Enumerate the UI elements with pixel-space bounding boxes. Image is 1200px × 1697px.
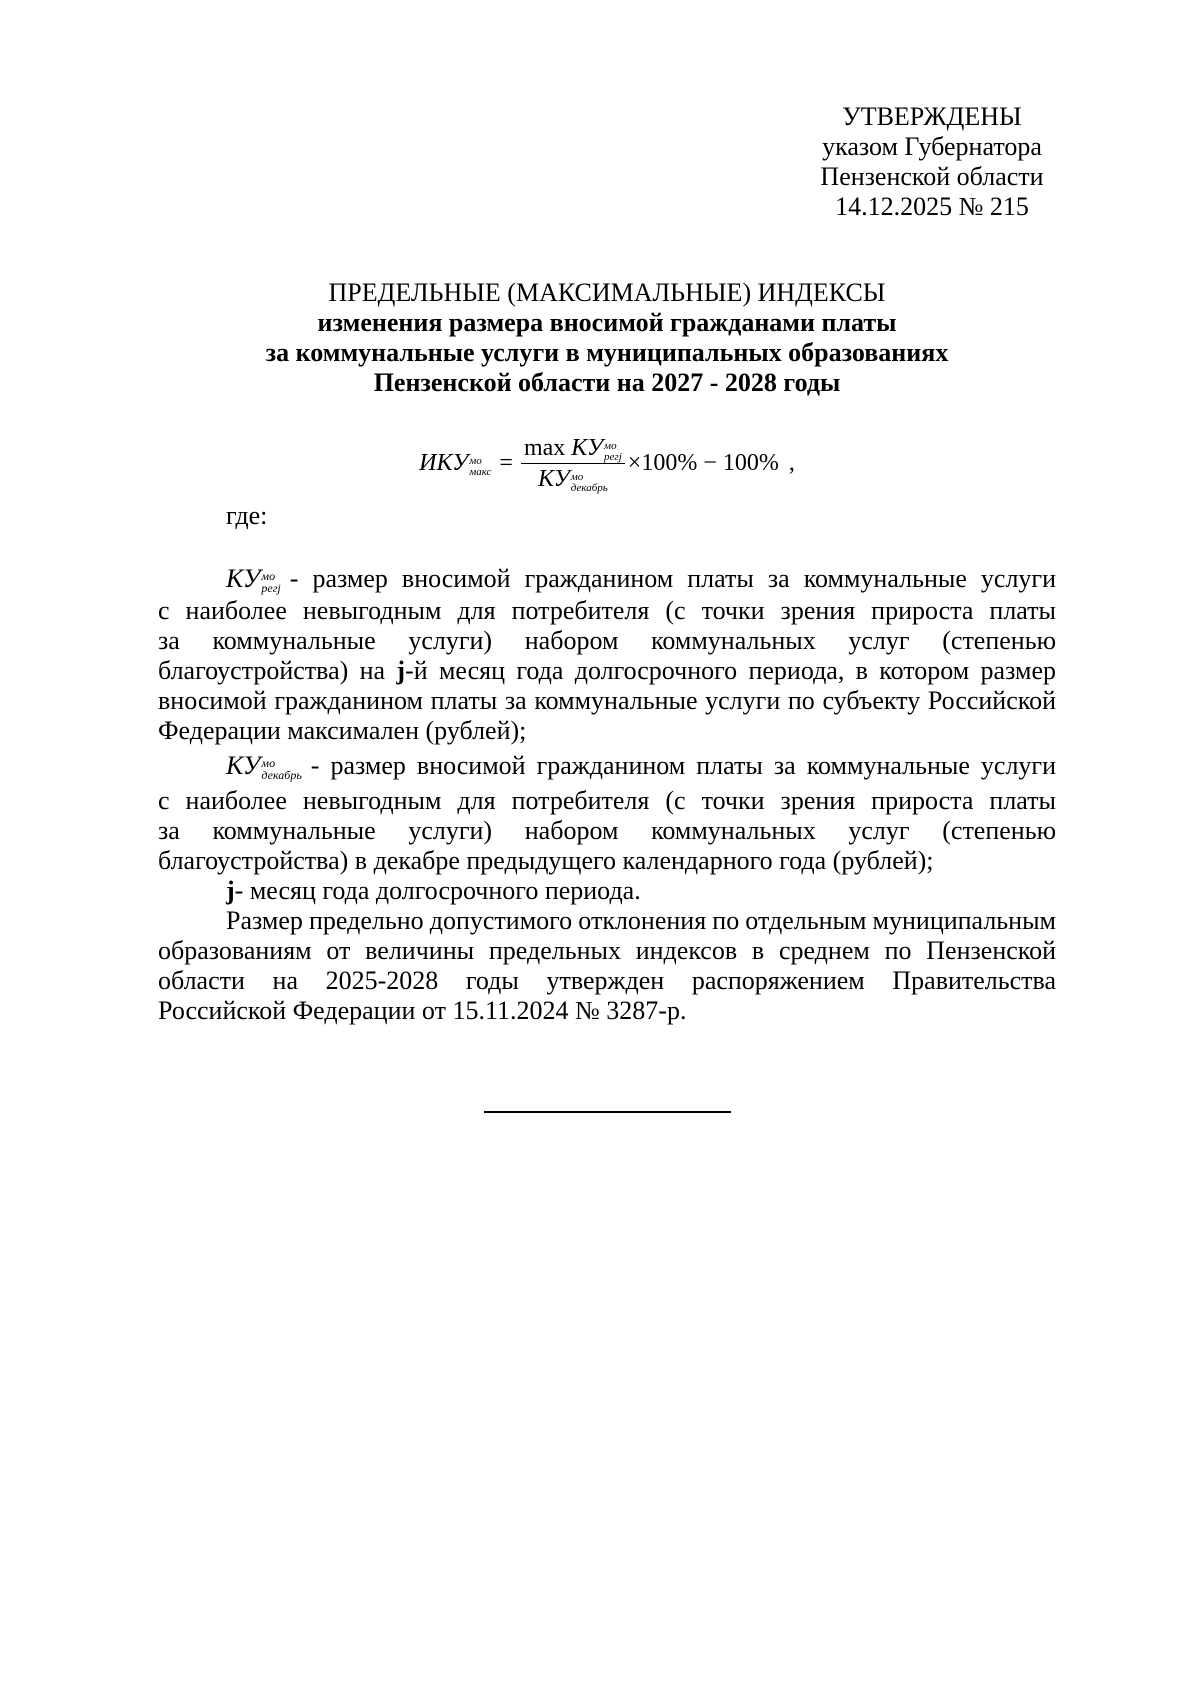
note-line-4: Российской Федерации от 15.11.2024 № 3287-р. [158,996,687,1025]
formula-numerator-subscript: регj [604,450,622,463]
formula-lhs-base: ИКУ [419,450,469,476]
formula-comma: , [788,450,795,476]
term-ku-regj-superscript: мо [261,569,276,583]
title-line-4: Пензенской области на 2027 - 2028 годы [373,368,841,397]
note-line-3: области на 2025-2028 годы утвержден распоряжением Правительства [158,966,1056,995]
definition-3-symbol: j [226,876,235,905]
title-line-1: ПРЕДЕЛЬНЫЕ (МАКСИМАЛЬНЫЕ) ИНДЕКСЫ [328,278,886,307]
definition-2-line-1 [158,751,1056,781]
term-ku-december-base: КУ [226,751,261,780]
formula-denominator [535,464,611,492]
term-ku-december-superscript: мо [261,756,276,770]
term-ku-regj [226,564,281,594]
definition-1-line-4-after: -й месяц года долгосрочного периода, в котором размер [405,656,1056,685]
definition-3-text: - месяц года долгосрочного периода. [234,876,641,905]
note-line-1: Размер предельно допустимого отклонения по отдельным муниципальным [226,906,1056,935]
formula-lhs-superscript: мо [469,455,482,467]
separator-line [484,1111,731,1113]
formula-denominator-indices [571,472,608,494]
definition-1-line-4-before: благоустройства) на [158,656,397,685]
term-ku-december-indices [261,757,301,781]
term-ku-regj-indices [261,570,280,594]
definition-1-line-5: вносимой гражданином платы за коммунальные услуги по субъекту Российской [158,686,1056,715]
approval-region: Пензенской области [820,162,1044,191]
definition-1-line-2: с наиболее невыгодным для потребителя (с точки зрения прироста платы [158,596,1056,625]
definition-1-line-1 [158,564,1056,594]
formula-fraction [521,435,625,492]
formula-tail: ×100% − 100% [627,450,779,476]
formula-lhs [419,450,491,476]
where-label: где: [226,501,268,530]
formula-lhs-indices [469,456,491,478]
definition-1-line-4 [158,656,1056,686]
approval-block [800,102,1064,222]
term-ku-regj-base: КУ [226,564,261,593]
formula-numerator [521,435,625,464]
definition-1-line-4-symbol: j [396,656,406,685]
definition-2-line-4: благоустройства) в декабре предыдущего календарного года (рублей); [158,846,934,875]
formula-numerator-superscript: мо [604,439,617,452]
formula-denominator-subscript: декабрь [570,481,608,494]
term-ku-regj-subscript: регj [261,581,281,595]
title-line-3: за коммунальные услуги в муниципальных образованиях [265,338,949,367]
title-line-2: изменения размера вносимой гражданами платы [317,308,897,337]
formula-lhs-subscript: макс [469,466,492,478]
formula-equals: = [499,450,513,476]
formula-numerator-operator: max [523,434,566,461]
definition-1-line-6: Федерации максимален (рублей); [158,716,527,745]
note-line-2: образованиям от величины предельных индексов в среднем по Пензенской [158,936,1056,965]
definition-1-line-3: за коммунальные услуги) набором коммунальных услуг (степенью [158,626,1056,655]
term-ku-december-subscript: декабрь [261,768,302,782]
formula-denominator-base: КУ [537,465,570,492]
formula-numerator-base: КУ [571,434,604,461]
formula-denominator-superscript: мо [570,470,584,483]
formula-numerator-indices [604,441,622,463]
document-title [158,278,1056,398]
formula-numerator-term [571,435,622,461]
approval-status: УТВЕРЖДЕНЫ [842,102,1022,131]
term-ku-december [226,751,302,781]
approval-issuer: указом Губернатора [822,132,1042,161]
formula-denominator-term [538,466,608,492]
definition-2-line-1-text: - размер вносимой гражданином платы за коммунальные услуги [310,751,1056,780]
definition-1-line-1-text: - размер вносимой гражданином платы за коммунальные услуги [289,564,1056,593]
index-formula [158,434,1056,492]
definition-2-line-2: с наиболее невыгодным для потребителя (с точки зрения прироста платы [158,786,1056,815]
definition-3-line [158,876,1056,906]
approval-date-number: 14.12.2025 № 215 [835,192,1029,221]
definition-2-line-3: за коммунальные услуги) набором коммунальных услуг (степенью [158,816,1056,845]
